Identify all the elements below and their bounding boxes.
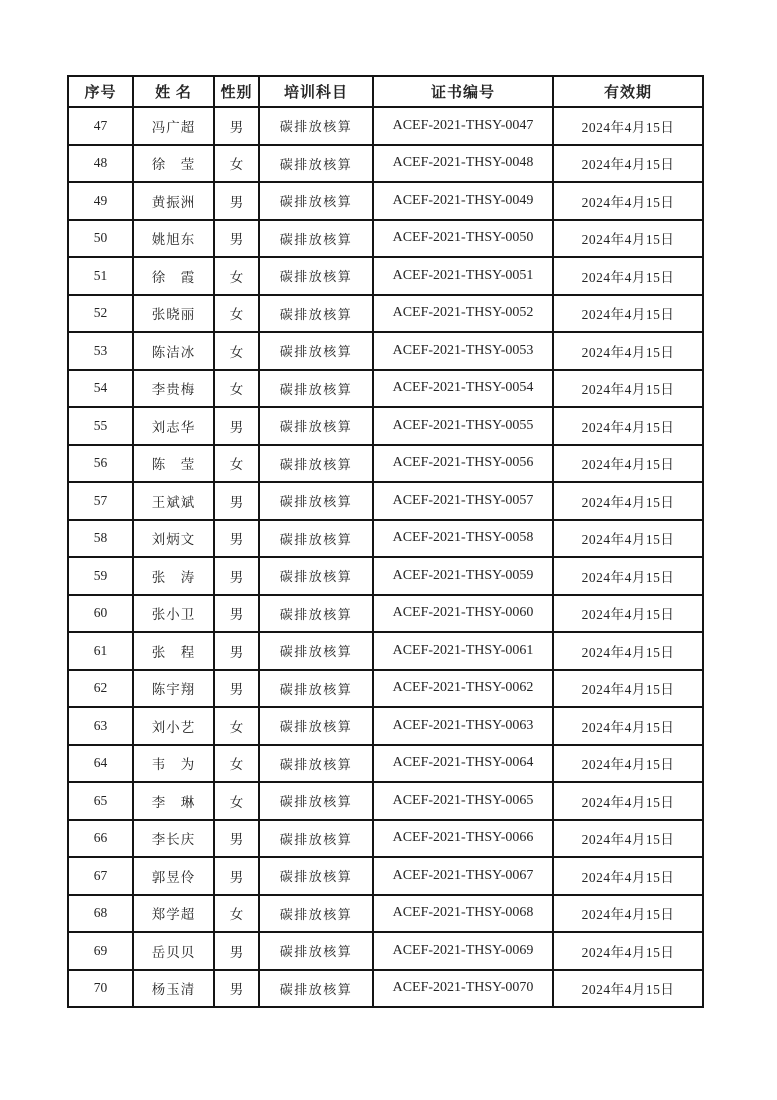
cell-gender: 男 — [214, 407, 259, 445]
cell-name: 张 程 — [133, 632, 214, 670]
cell-cert_no: ACEF-2021-THSY-0048 — [373, 145, 553, 183]
table-row — [68, 220, 703, 258]
cell-subject: 碳排放核算 — [259, 745, 373, 783]
cell-validity: 2024年4月15日 — [553, 707, 703, 745]
cell-cert_no: ACEF-2021-THSY-0055 — [373, 407, 553, 445]
cell-validity: 2024年4月15日 — [553, 857, 703, 895]
table-body — [68, 107, 703, 1007]
cell-cert_no: ACEF-2021-THSY-0065 — [373, 782, 553, 820]
cell-gender: 男 — [214, 820, 259, 858]
cell-cert_no: ACEF-2021-THSY-0049 — [373, 182, 553, 220]
cell-name: 岳贝贝 — [133, 932, 214, 970]
cell-cert_no: ACEF-2021-THSY-0067 — [373, 857, 553, 895]
cell-no: 59 — [68, 557, 133, 595]
cell-subject: 碳排放核算 — [259, 670, 373, 708]
header-cell-no: 序号 — [68, 76, 133, 107]
cell-subject: 碳排放核算 — [259, 295, 373, 333]
header-cell-cert_no: 证书编号 — [373, 76, 553, 107]
cell-subject: 碳排放核算 — [259, 445, 373, 483]
table-row — [68, 782, 703, 820]
cell-subject: 碳排放核算 — [259, 895, 373, 933]
cell-gender: 女 — [214, 332, 259, 370]
cell-no: 50 — [68, 220, 133, 258]
certificate-table — [67, 75, 704, 1008]
header-cell-gender: 性别 — [214, 76, 259, 107]
table-row — [68, 970, 703, 1008]
cell-subject: 碳排放核算 — [259, 482, 373, 520]
cell-validity: 2024年4月15日 — [553, 445, 703, 483]
cell-subject: 碳排放核算 — [259, 970, 373, 1008]
cell-name: 张 涛 — [133, 557, 214, 595]
cell-no: 56 — [68, 445, 133, 483]
cell-name: 王斌斌 — [133, 482, 214, 520]
cell-cert_no: ACEF-2021-THSY-0066 — [373, 820, 553, 858]
cell-name: 李 琳 — [133, 782, 214, 820]
header-cell-subject: 培训科目 — [259, 76, 373, 107]
cell-subject: 碳排放核算 — [259, 257, 373, 295]
cell-name: 陈洁冰 — [133, 332, 214, 370]
cell-subject: 碳排放核算 — [259, 782, 373, 820]
cell-no: 47 — [68, 107, 133, 145]
cell-gender: 男 — [214, 107, 259, 145]
cell-no: 68 — [68, 895, 133, 933]
cell-cert_no: ACEF-2021-THSY-0062 — [373, 670, 553, 708]
cell-name: 冯广超 — [133, 107, 214, 145]
cell-name: 杨玉清 — [133, 970, 214, 1008]
cell-no: 60 — [68, 595, 133, 633]
cell-name: 刘炳文 — [133, 520, 214, 558]
cell-gender: 男 — [214, 520, 259, 558]
cell-name: 郭昱伶 — [133, 857, 214, 895]
cell-subject: 碳排放核算 — [259, 557, 373, 595]
cell-no: 55 — [68, 407, 133, 445]
cell-cert_no: ACEF-2021-THSY-0063 — [373, 707, 553, 745]
cell-name: 李贵梅 — [133, 370, 214, 408]
table-row — [68, 707, 703, 745]
cell-gender: 男 — [214, 557, 259, 595]
table-row — [68, 145, 703, 183]
cell-no: 65 — [68, 782, 133, 820]
cell-cert_no: ACEF-2021-THSY-0056 — [373, 445, 553, 483]
cell-no: 53 — [68, 332, 133, 370]
cell-subject: 碳排放核算 — [259, 332, 373, 370]
table-row — [68, 107, 703, 145]
table-row — [68, 482, 703, 520]
cell-cert_no: ACEF-2021-THSY-0059 — [373, 557, 553, 595]
cell-no: 63 — [68, 707, 133, 745]
cell-no: 70 — [68, 970, 133, 1008]
cell-gender: 男 — [214, 970, 259, 1008]
cell-name: 陈 莹 — [133, 445, 214, 483]
cell-no: 66 — [68, 820, 133, 858]
cell-validity: 2024年4月15日 — [553, 595, 703, 633]
cell-validity: 2024年4月15日 — [553, 257, 703, 295]
cell-no: 51 — [68, 257, 133, 295]
cell-subject: 碳排放核算 — [259, 407, 373, 445]
cell-validity: 2024年4月15日 — [553, 932, 703, 970]
cell-subject: 碳排放核算 — [259, 370, 373, 408]
table-row — [68, 257, 703, 295]
cell-gender: 女 — [214, 445, 259, 483]
cell-cert_no: ACEF-2021-THSY-0068 — [373, 895, 553, 933]
cell-gender: 男 — [214, 857, 259, 895]
cell-validity: 2024年4月15日 — [553, 895, 703, 933]
cell-name: 徐 霞 — [133, 257, 214, 295]
cell-gender: 男 — [214, 670, 259, 708]
cell-validity: 2024年4月15日 — [553, 670, 703, 708]
cell-name: 刘志华 — [133, 407, 214, 445]
cell-name: 姚旭东 — [133, 220, 214, 258]
cell-name: 陈宇翔 — [133, 670, 214, 708]
cell-name: 张晓丽 — [133, 295, 214, 333]
cell-no: 64 — [68, 745, 133, 783]
cell-no: 61 — [68, 632, 133, 670]
cell-validity: 2024年4月15日 — [553, 107, 703, 145]
cell-validity: 2024年4月15日 — [553, 782, 703, 820]
cell-gender: 女 — [214, 370, 259, 408]
table-row — [68, 295, 703, 333]
cell-subject: 碳排放核算 — [259, 820, 373, 858]
cell-subject: 碳排放核算 — [259, 595, 373, 633]
cell-validity: 2024年4月15日 — [553, 407, 703, 445]
cell-no: 69 — [68, 932, 133, 970]
cell-validity: 2024年4月15日 — [553, 482, 703, 520]
cell-gender: 男 — [214, 595, 259, 633]
header-cell-validity: 有效期 — [553, 76, 703, 107]
cell-gender: 女 — [214, 745, 259, 783]
cell-validity: 2024年4月15日 — [553, 520, 703, 558]
cell-cert_no: ACEF-2021-THSY-0061 — [373, 632, 553, 670]
cell-gender: 女 — [214, 707, 259, 745]
cell-subject: 碳排放核算 — [259, 107, 373, 145]
cell-name: 郑学超 — [133, 895, 214, 933]
cell-validity: 2024年4月15日 — [553, 745, 703, 783]
cell-gender: 男 — [214, 932, 259, 970]
table-row — [68, 595, 703, 633]
cell-validity: 2024年4月15日 — [553, 295, 703, 333]
cell-subject: 碳排放核算 — [259, 182, 373, 220]
cell-gender: 女 — [214, 782, 259, 820]
cell-subject: 碳排放核算 — [259, 857, 373, 895]
cell-gender: 男 — [214, 182, 259, 220]
cell-no: 48 — [68, 145, 133, 183]
cell-gender: 男 — [214, 482, 259, 520]
cell-cert_no: ACEF-2021-THSY-0057 — [373, 482, 553, 520]
table-row — [68, 370, 703, 408]
cell-subject: 碳排放核算 — [259, 632, 373, 670]
table-row — [68, 857, 703, 895]
cell-no: 49 — [68, 182, 133, 220]
table-row — [68, 632, 703, 670]
cell-subject: 碳排放核算 — [259, 145, 373, 183]
header-cell-name: 姓 名 — [133, 76, 214, 107]
table-row — [68, 895, 703, 933]
table-row — [68, 557, 703, 595]
cell-name: 张小卫 — [133, 595, 214, 633]
cell-validity: 2024年4月15日 — [553, 220, 703, 258]
cell-gender: 女 — [214, 295, 259, 333]
cell-subject: 碳排放核算 — [259, 220, 373, 258]
cell-name: 黄振洲 — [133, 182, 214, 220]
cell-validity: 2024年4月15日 — [553, 970, 703, 1008]
cell-cert_no: ACEF-2021-THSY-0047 — [373, 107, 553, 145]
cell-gender: 女 — [214, 145, 259, 183]
cell-name: 刘小艺 — [133, 707, 214, 745]
cell-subject: 碳排放核算 — [259, 520, 373, 558]
cell-gender: 男 — [214, 220, 259, 258]
cell-cert_no: ACEF-2021-THSY-0051 — [373, 257, 553, 295]
cell-no: 58 — [68, 520, 133, 558]
table-row — [68, 407, 703, 445]
cell-no: 52 — [68, 295, 133, 333]
cell-name: 李长庆 — [133, 820, 214, 858]
cell-cert_no: ACEF-2021-THSY-0053 — [373, 332, 553, 370]
cell-validity: 2024年4月15日 — [553, 370, 703, 408]
cell-cert_no: ACEF-2021-THSY-0069 — [373, 932, 553, 970]
table-row — [68, 520, 703, 558]
cell-cert_no: ACEF-2021-THSY-0050 — [373, 220, 553, 258]
cell-validity: 2024年4月15日 — [553, 332, 703, 370]
cell-cert_no: ACEF-2021-THSY-0064 — [373, 745, 553, 783]
cell-gender: 女 — [214, 257, 259, 295]
cell-name: 徐 莹 — [133, 145, 214, 183]
cell-no: 67 — [68, 857, 133, 895]
cell-cert_no: ACEF-2021-THSY-0052 — [373, 295, 553, 333]
cell-validity: 2024年4月15日 — [553, 820, 703, 858]
cell-cert_no: ACEF-2021-THSY-0070 — [373, 970, 553, 1008]
table-row — [68, 820, 703, 858]
cell-cert_no: ACEF-2021-THSY-0058 — [373, 520, 553, 558]
cell-name: 韦 为 — [133, 745, 214, 783]
cell-gender: 女 — [214, 895, 259, 933]
cell-no: 62 — [68, 670, 133, 708]
cell-no: 57 — [68, 482, 133, 520]
table-row — [68, 932, 703, 970]
cell-validity: 2024年4月15日 — [553, 145, 703, 183]
cell-no: 54 — [68, 370, 133, 408]
cell-validity: 2024年4月15日 — [553, 557, 703, 595]
cell-subject: 碳排放核算 — [259, 932, 373, 970]
table-row — [68, 670, 703, 708]
table-row — [68, 182, 703, 220]
table-row — [68, 332, 703, 370]
table-header-row — [68, 76, 703, 107]
cell-validity: 2024年4月15日 — [553, 632, 703, 670]
table-row — [68, 745, 703, 783]
table-row — [68, 445, 703, 483]
cell-subject: 碳排放核算 — [259, 707, 373, 745]
cell-cert_no: ACEF-2021-THSY-0060 — [373, 595, 553, 633]
cell-cert_no: ACEF-2021-THSY-0054 — [373, 370, 553, 408]
cell-gender: 男 — [214, 632, 259, 670]
cell-validity: 2024年4月15日 — [553, 182, 703, 220]
